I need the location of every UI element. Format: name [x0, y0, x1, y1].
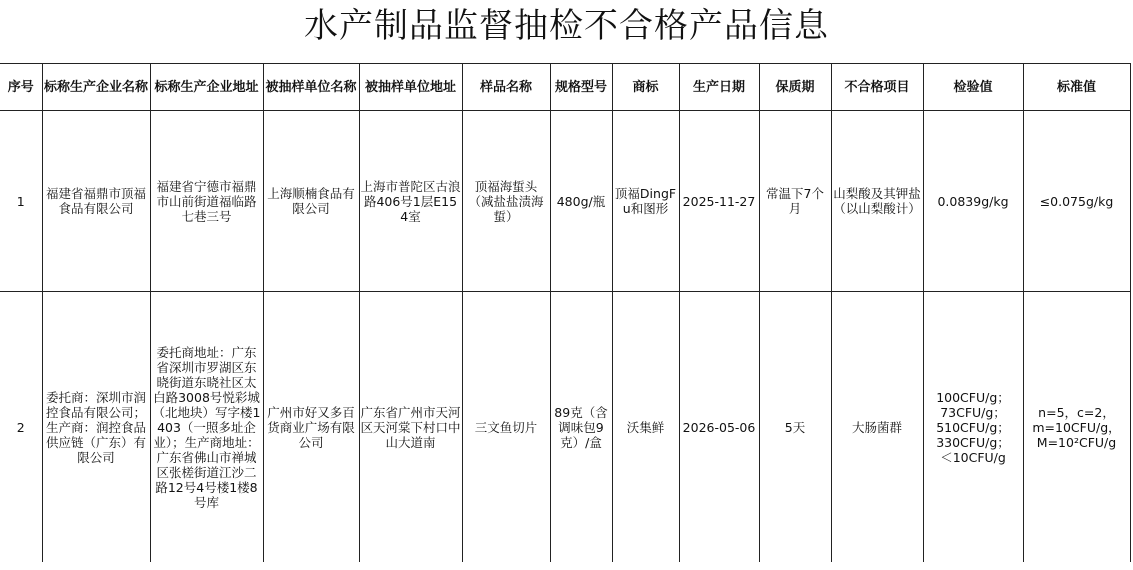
cell-test-value — [923, 292, 1023, 563]
cell-production-date: 2026-05-06 — [679, 292, 759, 563]
header-cell-shelf-life: 保质期 — [759, 64, 831, 111]
cell-no: 1 — [0, 111, 42, 292]
test-value-line: 73CFU/g； — [940, 404, 1006, 420]
test-value-line: 330CFU/g； — [936, 434, 1010, 450]
header-cell-brand: 商标 — [612, 64, 679, 111]
header-cell-sampled-address: 被抽样单位地址 — [359, 64, 462, 111]
header-cell-test-value: 检验值 — [923, 64, 1023, 111]
table-row — [0, 111, 1130, 292]
cell-failed-item: 山梨酸及其钾盐（以山梨酸计） — [831, 111, 923, 292]
cell-spec: 89克（含调味包9克）/盒 — [550, 292, 612, 563]
header-cell-no: 序号 — [0, 64, 42, 111]
cell-test-value: 0.0839g/kg — [923, 111, 1023, 292]
cell-standard — [1023, 292, 1130, 563]
cell-producer: 委托商：深圳市润控食品有限公司；生产商：润控食品供应链（广东）有限公司 — [42, 292, 150, 563]
cell-producer-address: 福建省宁德市福鼎市山前街道福临路七巷三号 — [150, 111, 263, 292]
unqualified-products-table — [0, 63, 1131, 562]
header-cell-producer-address: 标称生产企业地址 — [150, 64, 263, 111]
header-cell-producer: 标称生产企业名称 — [42, 64, 150, 111]
cell-standard: ≤0.075g/kg — [1023, 111, 1130, 292]
cell-sampled-address: 上海市普陀区古浪路406号1层E154室 — [359, 111, 462, 292]
test-value-line: 510CFU/g； — [936, 419, 1010, 435]
cell-sampled-address: 广东省广州市天河区天河棠下村口中山大道南 — [359, 292, 462, 563]
cell-brand: 顶福DingFu和图形 — [612, 111, 679, 292]
header-cell-spec: 规格型号 — [550, 64, 612, 111]
test-value-line: 100CFU/g； — [936, 389, 1010, 405]
cell-sampled-unit: 上海顺楠食品有限公司 — [263, 111, 359, 292]
header-row — [0, 64, 1130, 111]
cell-brand: 沃集鲜 — [612, 292, 679, 563]
standard-line: n=5，c=2， — [1038, 404, 1115, 420]
header-cell-sampled-unit: 被抽样单位名称 — [263, 64, 359, 111]
cell-production-date: 2025-11-27 — [679, 111, 759, 292]
table-row — [0, 292, 1130, 563]
cell-shelf-life: 常温下7个月 — [759, 111, 831, 292]
test-value-line: ＜10CFU/g — [940, 449, 1006, 465]
cell-producer-address: 委托商地址：广东省深圳市罗湖区东晓街道东晓社区太白路3008号悦彩城（北地块）写字楼1403（一照多址企业）；生产商地址：广东省佛山市禅城区张槎街道江沙二路12号4号楼1楼8号库 — [150, 292, 263, 563]
cell-sample-name: 三文鱼切片 — [462, 292, 550, 563]
cell-sample-name: 顶福海蜇头（减盐盐渍海蜇） — [462, 111, 550, 292]
standard-line: M=10²CFU/g — [1036, 434, 1117, 450]
cell-spec: 480g/瓶 — [550, 111, 612, 292]
header-cell-failed-item: 不合格项目 — [831, 64, 923, 111]
standard-line: m=10CFU/g， — [1032, 419, 1121, 435]
header-cell-sample-name: 样品名称 — [462, 64, 550, 111]
cell-producer: 福建省福鼎市顶福食品有限公司 — [42, 111, 150, 292]
cell-shelf-life: 5天 — [759, 292, 831, 563]
cell-sampled-unit: 广州市好又多百货商业广场有限公司 — [263, 292, 359, 563]
page-title: 水产制品监督抽检不合格产品信息 — [304, 6, 829, 46]
header-cell-production-date: 生产日期 — [679, 64, 759, 111]
header-cell-standard: 标准值 — [1023, 64, 1130, 111]
cell-no: 2 — [0, 292, 42, 563]
cell-failed-item: 大肠菌群 — [831, 292, 923, 563]
